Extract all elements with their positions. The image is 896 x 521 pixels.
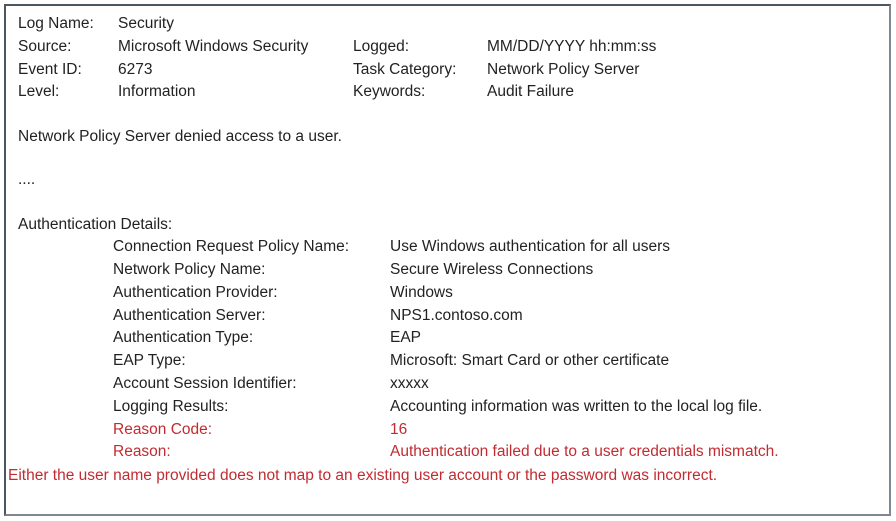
keywords-label: Keywords: — [353, 83, 426, 101]
event-id-value: 6273 — [118, 60, 153, 78]
event-id-label: Event ID: — [18, 60, 82, 78]
logged-value: MM/DD/YYYY hh:mm:ss — [487, 37, 657, 55]
header-row — [18, 81, 881, 104]
detail-label: Authentication Type: — [113, 329, 254, 347]
log-name-label: Log Name: — [18, 15, 94, 32]
keywords-value: Audit Failure — [487, 83, 575, 101]
detail-row-reason — [18, 441, 881, 464]
detail-label: Authentication Server: — [113, 306, 266, 324]
detail-value: Use Windows authentication for all users — [390, 238, 670, 256]
level-label: Level: — [18, 83, 60, 101]
ellipsis-text: .... — [18, 171, 36, 189]
detail-label: Logging Results: — [113, 397, 229, 415]
logged-label: Logged: — [353, 37, 410, 55]
detail-value: Accounting information was written to the local log file. — [390, 397, 763, 415]
event-log-box — [4, 4, 891, 516]
detail-row — [18, 259, 881, 282]
header-row — [18, 13, 881, 36]
detail-label: Account Session Identifier: — [113, 374, 297, 392]
header-row — [18, 36, 881, 59]
reason-value: Authentication failed due to a user credentials mismatch. — [390, 443, 779, 461]
detail-row — [18, 282, 881, 305]
task-category-label: Task Category: — [353, 60, 457, 78]
detail-label: Network Policy Name: — [113, 260, 266, 278]
detail-value: xxxxx — [390, 374, 429, 392]
detail-row — [18, 305, 881, 328]
detail-row — [18, 236, 881, 259]
task-category-value: Network Policy Server — [487, 60, 640, 78]
detail-value: Secure Wireless Connections — [390, 260, 594, 278]
detail-row — [18, 396, 881, 419]
detail-row — [18, 350, 881, 373]
reason-label: Reason: — [113, 443, 171, 461]
authentication-details — [18, 236, 881, 464]
header-row — [18, 59, 881, 82]
section-title: Authentication Details: — [18, 216, 173, 234]
level-value: Information — [118, 83, 196, 101]
reason-continuation-text: Either the user name provided does not map to an existing user account or the password was incorrect. — [8, 467, 718, 485]
detail-value: EAP — [390, 329, 422, 347]
detail-value: Microsoft: Smart Card or other certificate — [390, 352, 670, 370]
header-spacer — [353, 13, 487, 36]
reason-code-label: Reason Code: — [113, 420, 213, 438]
detail-value: Windows — [390, 283, 453, 301]
detail-label: Connection Request Policy Name: — [113, 238, 350, 256]
detail-row — [18, 373, 881, 396]
reason-code-value: 16 — [390, 420, 408, 438]
source-value: Microsoft Windows Security — [118, 37, 309, 55]
detail-row-reason-code — [18, 419, 881, 442]
event-message: Network Policy Server denied access to a user. — [18, 128, 342, 146]
event-header — [18, 13, 881, 104]
detail-row — [18, 327, 881, 350]
detail-value: NPS1.contoso.com — [390, 306, 523, 324]
detail-label: Authentication Provider: — [113, 283, 278, 301]
source-label: Source: — [18, 37, 72, 55]
log-name-value: Security — [118, 15, 174, 32]
detail-label: EAP Type: — [113, 352, 186, 370]
header-spacer — [487, 13, 881, 36]
